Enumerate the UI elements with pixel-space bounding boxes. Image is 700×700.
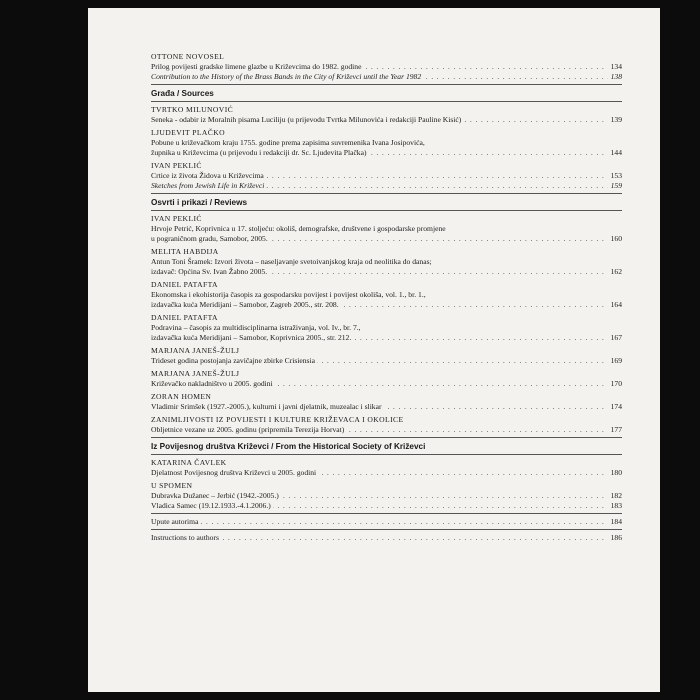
section-heading-society: Iz Povijesnog društva Križevci / From the Historical Society of Križevci xyxy=(151,442,426,451)
divider xyxy=(151,101,622,102)
page-number: 174 xyxy=(608,402,622,412)
entry-title: izdavačka kuća Meridijani – Samobor, Zagreb 2005., str. 208. xyxy=(151,300,339,309)
section-heading-reviews: Osvrti i prikazi / Reviews xyxy=(151,198,248,207)
page-number: 160 xyxy=(608,234,622,244)
page-number: 169 xyxy=(608,356,622,366)
toc-entry xyxy=(151,247,622,277)
entry-title-line xyxy=(151,115,622,125)
entry-title-line xyxy=(151,72,622,82)
entry-title-line xyxy=(151,402,622,412)
entry-title-line xyxy=(151,333,622,343)
entry-author: DANIEL PATAFTA xyxy=(151,280,218,289)
entry-title-line xyxy=(151,468,622,478)
entry-title-line xyxy=(151,148,622,158)
entry-title: Sketches from Jewish Life in Križevci xyxy=(151,181,265,190)
toc-entry xyxy=(151,392,622,412)
entry-author: OTTONE NOVOSEL xyxy=(151,52,225,61)
entry-title-line xyxy=(151,300,622,310)
page-number: 144 xyxy=(608,148,622,158)
page-number: 183 xyxy=(608,501,622,511)
page-number: 186 xyxy=(608,533,622,543)
toc-group-society xyxy=(151,458,622,511)
toc-entry xyxy=(151,280,622,310)
entry-title-line xyxy=(151,379,622,389)
page-number: 184 xyxy=(608,517,622,527)
entry-author: DANIEL PATAFTA xyxy=(151,313,218,322)
toc-entry xyxy=(151,346,622,366)
entry-title: Djelatnost Povijesnog društva Križevci u 2005. godini xyxy=(151,468,317,477)
entry-title: Trideset godina postojanja zavičajne zbirke Crisiensia xyxy=(151,356,315,365)
toc-group-tail xyxy=(151,513,622,543)
entry-author: IVAN PEKLIĆ xyxy=(151,161,202,170)
divider xyxy=(151,454,622,455)
entry-title-line xyxy=(151,501,622,511)
entry-title-line xyxy=(151,257,622,267)
document-page xyxy=(88,8,660,692)
entry-title-line xyxy=(151,491,622,501)
table-of-contents xyxy=(151,52,622,543)
divider xyxy=(151,529,622,530)
page-number: 139 xyxy=(608,115,622,125)
entry-author: LJUDEVIT PLAČKO xyxy=(151,128,225,137)
page-number: 170 xyxy=(608,379,622,389)
toc-group-top xyxy=(151,52,622,82)
toc-group-reviews xyxy=(151,214,622,435)
toc-tail-line xyxy=(151,517,622,527)
entry-title-line xyxy=(151,138,622,148)
page-number: 167 xyxy=(608,333,622,343)
entry-title: Instructions to authors xyxy=(151,533,219,542)
entry-title-line xyxy=(151,171,622,181)
toc-group-sources xyxy=(151,105,622,191)
entry-title: župnika u Križevcima (u prijevodu i redakciji dr. Sc. Ljudevita Plačka) xyxy=(151,148,367,157)
entry-title: izdavačka kuća Meridijani – Samobor, Koprivnica 2005., str. 212. xyxy=(151,333,352,342)
toc-entry xyxy=(151,481,622,511)
entry-author: IVAN PEKLIĆ xyxy=(151,214,202,223)
entry-title-line xyxy=(151,425,622,435)
entry-title: Crtice iz života Židova u Križevcima xyxy=(151,171,264,180)
entry-author: U SPOMEN xyxy=(151,481,193,490)
entry-title-line xyxy=(151,290,622,300)
entry-title: Križevačko nakladništvo u 2005. godini xyxy=(151,379,273,388)
toc-entry xyxy=(151,214,622,244)
page-number: 138 xyxy=(608,72,622,82)
toc-tail-line xyxy=(151,533,622,543)
entry-title: u pograničnom gradu, Samobor, 2005. xyxy=(151,234,268,243)
page-number: 153 xyxy=(608,171,622,181)
toc-entry xyxy=(151,369,622,389)
entry-title: Contribution to the History of the Brass Bands in the City of Križevci until the Year 1982 xyxy=(151,72,422,81)
entry-title: Obljetnice vezane uz 2005. godinu (pripremila Terezija Horvat) xyxy=(151,425,345,434)
section-heading-sources: Građa / Sources xyxy=(151,89,214,98)
entry-title-line xyxy=(151,62,622,72)
toc-entry xyxy=(151,415,622,435)
divider xyxy=(151,84,622,85)
page-number: 134 xyxy=(608,62,622,72)
divider xyxy=(151,513,622,514)
entry-title-line xyxy=(151,356,622,366)
toc-entry xyxy=(151,161,622,191)
entry-title: Seneka - odabir iz Moralnih pisama Luciliju (u prijevodu Tvrtka Milunovića i redakciji Pauline Kisić) xyxy=(151,115,462,124)
page-number: 164 xyxy=(608,300,622,310)
entry-title-line xyxy=(151,181,622,191)
divider xyxy=(151,210,622,211)
page-number: 177 xyxy=(608,425,622,435)
entry-author: MELITA HABDIJA xyxy=(151,247,219,256)
page-number: 182 xyxy=(608,491,622,501)
entry-author: MARJANA JANEŠ-ŽULJ xyxy=(151,346,240,355)
entry-author: ZANIMLJIVOSTI IZ POVIJESTI I KULTURE KRIŽEVACA I OKOLICE xyxy=(151,415,404,424)
entry-author: KATARINA ČAVLEK xyxy=(151,458,227,467)
entry-author: MARJANA JANEŠ-ŽULJ xyxy=(151,369,240,378)
page-number: 162 xyxy=(608,267,622,277)
toc-entry xyxy=(151,105,622,125)
toc-entry xyxy=(151,313,622,343)
entry-title-line xyxy=(151,267,622,277)
toc-entry xyxy=(151,52,622,82)
entry-title-line xyxy=(151,234,622,244)
entry-title: izdavač: Općina Sv. Ivan Žabno 2005. xyxy=(151,267,268,276)
entry-title: Hrvoje Petrić, Koprivnica u 17. stoljeću: okoliš, demografske, društvene i gospodarske promjene xyxy=(151,224,446,233)
entry-author: ZORAN HOMEN xyxy=(151,392,212,401)
entry-title: Prilog povijesti gradske limene glazbe u Križevcima do 1982. godine xyxy=(151,62,362,71)
entry-title: Pobune u križevačkom kraju 1755. godine prema zapisima suvremenika Ivana Josipovića, xyxy=(151,138,425,147)
entry-title: Antun Toni Šramek: Izvori života – naseljavanje svetoivanjskog kraja od neolitika do danas; xyxy=(151,257,432,266)
toc-entry xyxy=(151,458,622,478)
entry-title: Upute autorima xyxy=(151,517,199,526)
entry-title-line xyxy=(151,323,622,333)
entry-title: Dubravka Dužanec – Jerbić (1942.-2005.) xyxy=(151,491,279,500)
page-number: 180 xyxy=(608,468,622,478)
entry-title-line xyxy=(151,224,622,234)
entry-title: Ekonomska i ekohistorija časopis za gospodarsku povijest i povijest okoliša, vol. 1., br. 1., xyxy=(151,290,426,299)
entry-title: Vladica Samec (19.12.1933.-4.1.2006.) xyxy=(151,501,271,510)
divider xyxy=(151,193,622,194)
page-number: 159 xyxy=(608,181,622,191)
divider xyxy=(151,437,622,438)
toc-entry xyxy=(151,128,622,158)
entry-author: TVRTKO MILUNOVIĆ xyxy=(151,105,234,114)
entry-title: Vladimir Srimšek (1927.-2005.), kulturni i javni djelatnik, muzealac i slikar xyxy=(151,402,382,411)
entry-title: Podravina – časopis za multidisciplinarna istraživanja, vol. Iv., br. 7., xyxy=(151,323,361,332)
